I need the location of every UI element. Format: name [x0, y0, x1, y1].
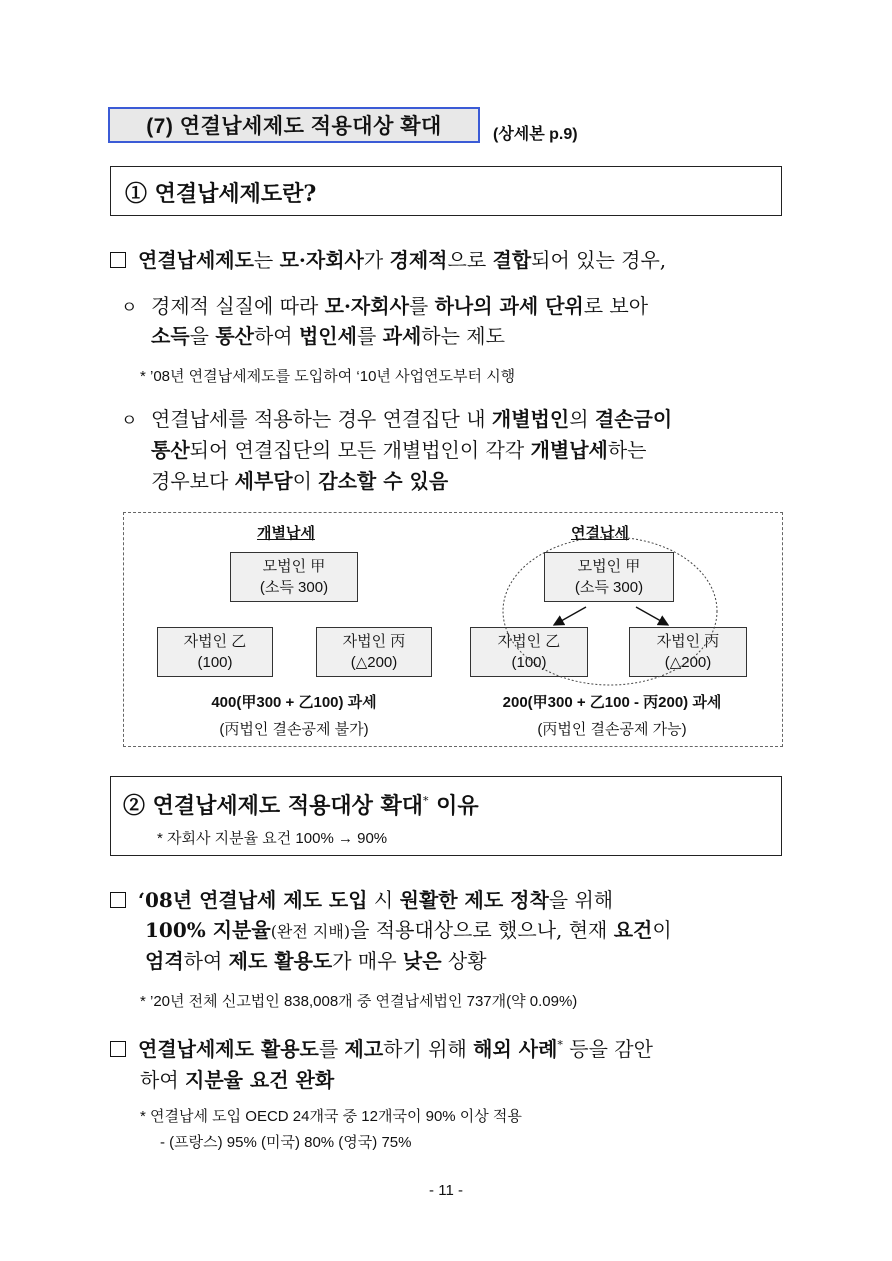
text-run: 경우보다: [151, 469, 235, 493]
text-run: 가 매우: [332, 949, 403, 973]
section-title: (7) 연결납세제도 적용대상 확대: [108, 107, 480, 143]
text-run: 상황: [441, 949, 487, 973]
text-run: 의: [569, 407, 595, 431]
left-child1-name: 자법인 乙: [183, 633, 247, 650]
circle-bullet-icon: ㅇ: [121, 411, 138, 431]
text-run: *: [557, 1038, 563, 1052]
text-run: 를: [408, 294, 435, 318]
text-run: 이: [292, 469, 319, 493]
paragraph-2-line-1: [110, 884, 613, 913]
text-run: 모·자회사: [324, 294, 409, 318]
text-run: 감소할 수 있음: [318, 469, 449, 493]
text-run: 하는: [607, 438, 647, 462]
bullet-2-line-3: [151, 465, 448, 494]
left-child2-name: 자법인 丙: [342, 633, 406, 650]
subsection-note-2: * 자회사 지분율 요건 100% → 90%: [157, 830, 388, 847]
text-run: 을 적용대상으로 했으나, 현재: [350, 918, 614, 942]
text-run: 연결납세제도: [138, 248, 254, 272]
square-bullet-icon: [110, 252, 126, 268]
text-run: 하여: [140, 1068, 185, 1092]
arrow-to-child1: [554, 607, 586, 625]
paragraph-2-line-2: [145, 914, 672, 943]
text-run: 가: [363, 248, 390, 272]
footnote-2: * ’20년 전체 신고법인 838,008개 중 연결납세법인 737개(약 0.09%): [140, 993, 578, 1010]
text-run: 개별납세: [530, 438, 608, 462]
text-run: 이: [652, 918, 672, 942]
text-run: 개별법인: [491, 407, 570, 431]
bullet-1-line-2: [151, 320, 505, 349]
text-run: 엄격: [145, 949, 184, 973]
text-run: 요건: [613, 918, 653, 942]
right-tax-note: (丙법인 결손공제 가능): [537, 721, 687, 738]
paragraph-3-line-2: [140, 1064, 334, 1093]
text-run: 세부담: [234, 469, 293, 493]
text-run: 되어 있는 경우,: [531, 248, 667, 272]
right-heading: 연결납세: [571, 525, 629, 542]
text-run: 과세: [382, 324, 422, 348]
text-run: 해외 사례: [473, 1037, 558, 1061]
subsection-box-1: [110, 166, 782, 216]
text-run: 경제적: [389, 248, 448, 272]
footnote-3: * 연결납세 도입 OECD 24개국 중 12개국이 90% 이상 적용: [140, 1108, 522, 1125]
right-parent-value: (소득 300): [574, 579, 644, 596]
left-parent-value: (소득 300): [259, 579, 329, 596]
text-run: 하여: [183, 949, 229, 973]
subsection-title-1: ① 연결납세제도란?: [125, 181, 317, 207]
text-run: 을: [189, 324, 216, 348]
circle-bullet-icon: ㅇ: [121, 298, 138, 318]
text-run: 결합: [492, 248, 532, 272]
text-run: 지분율 요건 완화: [185, 1068, 335, 1092]
consolidation-group-ellipse: [503, 537, 717, 685]
paragraph-1: [110, 244, 666, 273]
left-child2-value: (△200): [350, 654, 398, 671]
footnote-1: * ’08년 연결납세제도를 도입하여 ‘10년 사업연도부터 시행: [140, 368, 516, 385]
right-parent-name: 모법인 甲: [577, 558, 641, 575]
subsection-box-2: [110, 776, 782, 856]
text-run: 를: [356, 324, 383, 348]
right-tax-result: 200(甲300 + 乙100 - 丙200) 과세: [502, 694, 722, 711]
text-run: 하기 위해: [383, 1037, 474, 1061]
text-run: 통산: [151, 438, 190, 462]
text-run: 으로: [447, 248, 493, 272]
text-run: 되어 연결집단의 모든 개별법인이 각각: [189, 438, 531, 462]
text-run: 하여: [253, 324, 299, 348]
left-heading: 개별납세: [257, 525, 315, 542]
bullet-2-line-2: [151, 434, 646, 463]
tax-comparison-diagram: [123, 512, 783, 747]
left-tax-note: (丙법인 결손공제 불가): [219, 721, 369, 738]
text-run: 원활한 제도 정착: [399, 888, 549, 912]
text-run: 소득: [151, 324, 190, 348]
text-run: ‘08년 연결납세 제도 도입: [138, 888, 368, 912]
right-child1-value: (100): [511, 654, 547, 671]
text-run: 하는 제도: [421, 324, 505, 348]
paragraph-3-line-1: [110, 1033, 653, 1062]
text-run: 통산: [215, 324, 254, 348]
text-run: 연결납세를 적용하는 경우 연결집단 내: [151, 407, 492, 431]
section-reference: (상세본 p.9): [493, 126, 578, 143]
subsection-title-2: ② 연결납세제도 적용대상 확대* 이유: [123, 793, 479, 819]
text-run: 연결납세제도 활용도: [138, 1037, 319, 1061]
bullet-1-line-1: [151, 290, 648, 319]
left-child1-value: (100): [197, 654, 233, 671]
left-parent-name: 모법인 甲: [262, 558, 326, 575]
text-run: 하나의 과세 단위: [434, 294, 584, 318]
text-run: 시: [367, 888, 400, 912]
paragraph-2-line-3: [145, 945, 487, 974]
text-run: 로 보아: [583, 294, 649, 318]
text-run: 을 위해: [548, 888, 614, 912]
footnote-4: - (프랑스) 95% (미국) 80% (영국) 75%: [160, 1134, 412, 1151]
text-run: 를: [318, 1037, 345, 1061]
text-run: 법인세: [298, 324, 357, 348]
text-run: 제고: [344, 1037, 384, 1061]
text-run: 낮은: [402, 949, 442, 973]
arrow-to-child2: [636, 607, 668, 625]
square-bullet-icon: [110, 1041, 126, 1057]
text-run: 는: [253, 248, 280, 272]
text-run: 제도 활용도: [228, 949, 333, 973]
text-run: 100% 지분율: [145, 918, 271, 942]
text-run: 등을 감안: [562, 1037, 653, 1061]
text-run: 모·자회사: [279, 248, 364, 272]
text-run: (완전 지배): [270, 922, 351, 941]
square-bullet-icon: [110, 892, 126, 908]
right-child1-name: 자법인 乙: [497, 633, 561, 650]
page-number: - 11 -: [429, 1182, 463, 1199]
bullet-2-line-1: [151, 403, 672, 432]
right-child2-value: (△200): [664, 654, 712, 671]
right-child2-name: 자법인 丙: [656, 633, 720, 650]
left-tax-result: 400(甲300 + 乙100) 과세: [211, 694, 377, 711]
text-run: 결손금이: [594, 407, 673, 431]
text-run: 경제적 실질에 따라: [151, 294, 325, 318]
